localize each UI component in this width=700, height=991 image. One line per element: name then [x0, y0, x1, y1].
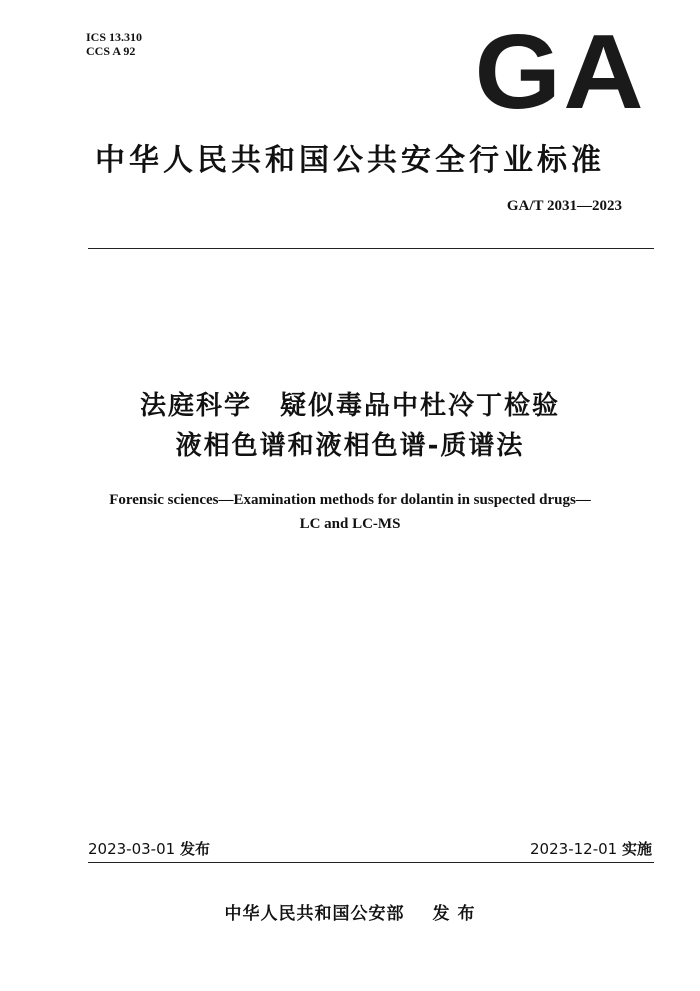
- standard-number: GA/T 2031—2023: [506, 198, 622, 214]
- issue-label: 发布: [179, 840, 210, 858]
- implementation-date: [530, 838, 652, 859]
- issue-date-value: 2023-03-01: [88, 840, 176, 858]
- chinese-title-line-1: 法庭科学 疑似毒品中杜冷丁检验: [139, 391, 560, 421]
- classification-codes: [86, 30, 142, 58]
- top-divider: [88, 248, 654, 249]
- implementation-label: 实施: [621, 840, 652, 858]
- english-title-line-1: Forensic sciences—Examination methods for dolantin in suspected drugs—: [109, 492, 591, 508]
- bottom-divider: [88, 862, 654, 863]
- issuer-action: 发 布: [432, 904, 476, 924]
- issuer-name: 中华人民共和国公安部: [224, 904, 405, 924]
- ccs-code: CCS A 92: [86, 44, 136, 58]
- english-title-line-2: LC and LC-MS: [299, 516, 401, 532]
- issuing-authority: [0, 899, 700, 924]
- category-title: 中华人民共和国公共安全行业标准: [95, 143, 605, 178]
- chinese-title-line-2: 液相色谱和液相色谱-质谱法: [175, 431, 525, 461]
- issue-date: [88, 838, 210, 859]
- ics-code: ICS 13.310: [86, 30, 143, 44]
- implementation-date-value: 2023-12-01: [530, 840, 618, 858]
- ga-logo: GA: [474, 13, 646, 131]
